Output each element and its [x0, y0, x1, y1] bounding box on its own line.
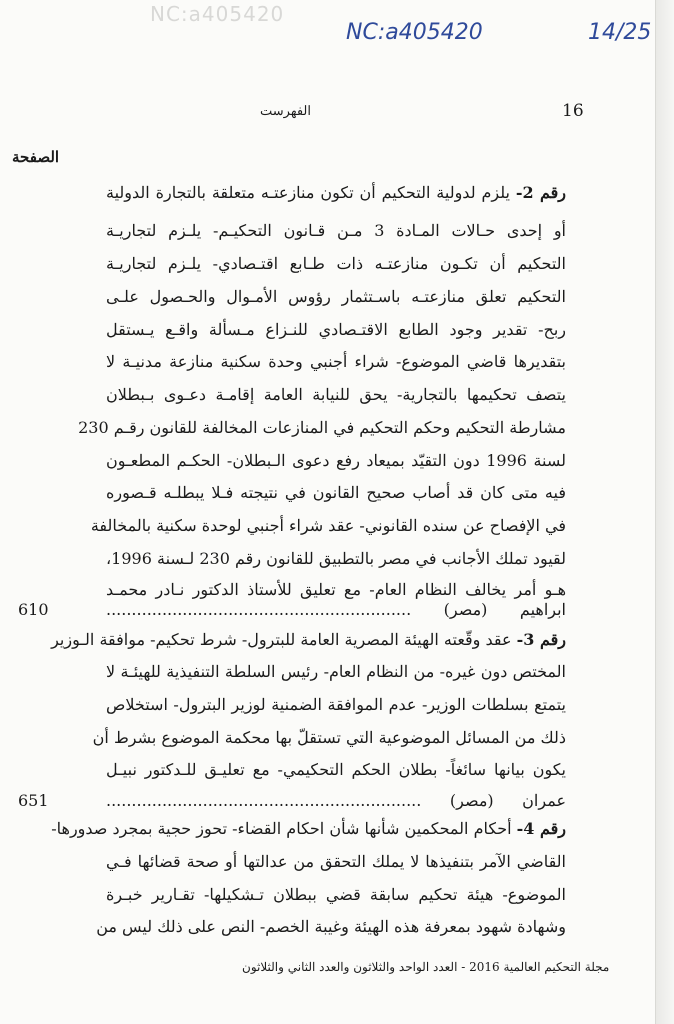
- entry-2-line-1: رقم 2- يلزم لدولية التحكيم أن تكون منازعتـه متعلقة بالتجارة الدولية: [106, 183, 567, 202]
- handwritten-reference: NC:a405420: [346, 20, 483, 45]
- page-number: 16: [562, 101, 584, 121]
- handwritten-page-fraction: 14/25: [588, 20, 652, 45]
- entry-2-line-6: بتقديرها قاضي الموضوع- شراء أجنبي وحدة سكنية منازعة مدنيـة لا: [106, 352, 566, 371]
- entry-4-line-1: رقم 4- أحكام المحكمين شأنها شأن احكام القضاء- تحوز حجية بمجرد صدورها-: [51, 819, 566, 838]
- entry-2-page-ref: 610: [18, 600, 49, 619]
- running-title: الفهرست: [260, 104, 311, 119]
- entry-2-line-10: فيه متى كان قد أصاب صحيح القانون في نتيجته فـلا يبطلـه قـصوره: [106, 483, 566, 502]
- entry-3-line-3: يتمتع بسلطات الوزير- عدم الموافقة الضمنية لوزير البترول- استخلاص: [106, 695, 566, 714]
- entry-2-line-14: ابراهيم (مصر) ............................................................: [106, 600, 566, 619]
- entry-2-line-4: التحكيم تعلق منازعتـه باسـتثمار رؤوس الأمـوال والحـصول علـى: [106, 287, 566, 306]
- bleed-through-stamp: NC:a405420: [150, 2, 285, 26]
- entry-2-line-11: في الإفصاح عن سنده القانوني- عقد شراء أجنبي لوحدة سكنية بالمخالفة: [90, 516, 566, 535]
- entry-3-line-1: رقم 3- عقد وقّعته الهيئة المصرية العامة للبترول- شرط تحكيم- موافقة الـوزير: [51, 630, 566, 649]
- entry-4-line-2: القاضي الآمر بتنفيذها لا يملك التحقق من عدالتها أو صحة قضائها فـي: [106, 852, 566, 871]
- entry-2-line-5: ربح- تقدير وجود الطابع الاقتـصادي للنـزاع مـسألة واقـع يـستقل: [106, 320, 566, 339]
- entry-number-label: رقم 4-: [516, 819, 566, 838]
- entry-2-line-12: لقيود تملك الأجانب في مصر بالتطبيق للقانون رقم 230 لـسنة 1996،: [106, 549, 566, 568]
- entry-number-label: رقم 2-: [515, 183, 567, 202]
- entry-2-line-7: يتصف تحكيمها بالتجارية- يحق للنيابة العامة إقامـة دعـوى بـبطلان: [106, 385, 566, 404]
- entry-number-label: رقم 3-: [516, 630, 566, 649]
- entry-3-line-5: يكون بيانها سائغاً- بطلان الحكم التحكيمي- مع تعليـق للـدكتور نبيـل: [106, 760, 566, 779]
- entry-3-line-6: عمران (مصر) ..............................................................: [106, 791, 566, 810]
- page-column-label: الصفحة: [12, 148, 60, 166]
- next-page-edge: [655, 0, 674, 1024]
- entry-2-line-8: مشارطة التحكيم وحكم التحكيم في المنازعات المخالفة للقانون رقـم 230: [78, 418, 566, 437]
- entry-3-line-2: المختص دون غيره- من النظام العام- رئيس السلطة التنفيذية للهيئـة لا: [106, 662, 566, 681]
- entry-2-line-3: التحكيم أن تكـون منازعتـه ذات طـابع اقتـصادي- يلـزم لتجاريـة: [106, 254, 566, 273]
- entry-4-line-4: وشهادة شهود بمعرفة هذه الهيئة وغيبة الخصم- النص على ذلك ليس من: [96, 917, 566, 936]
- entry-2-line-2: أو إحدى حـالات المـادة 3 مـن قـانون التحكيـم- يلـزم لتجاريـة: [106, 221, 567, 240]
- entry-3-page-ref: 651: [18, 791, 49, 810]
- entry-4-line-3: الموضوع- هيئة تحكيم سابقة قضي ببطلان تـشكيلها- تقـارير خبـرة: [106, 885, 566, 904]
- entry-2-line-13: هـو أمر يخالف النظام العام- مع تعليق للأستاذ الدكتور نـادر محمـد: [106, 580, 566, 599]
- journal-footer: مجلة التحكيم العالمية 2016 - العدد الواحد والثلاثون والعدد الثاني والثلاثون: [242, 960, 610, 974]
- entry-2-line-9: لسنة 1996 دون التقيّد بميعاد رفع دعوى الـبطلان- الحكـم المطعـون: [106, 451, 567, 470]
- entry-3-line-4: ذلك من المسائل الموضوعية التي تستقلّ بها محكمة الموضوع بشرط أن: [92, 728, 566, 747]
